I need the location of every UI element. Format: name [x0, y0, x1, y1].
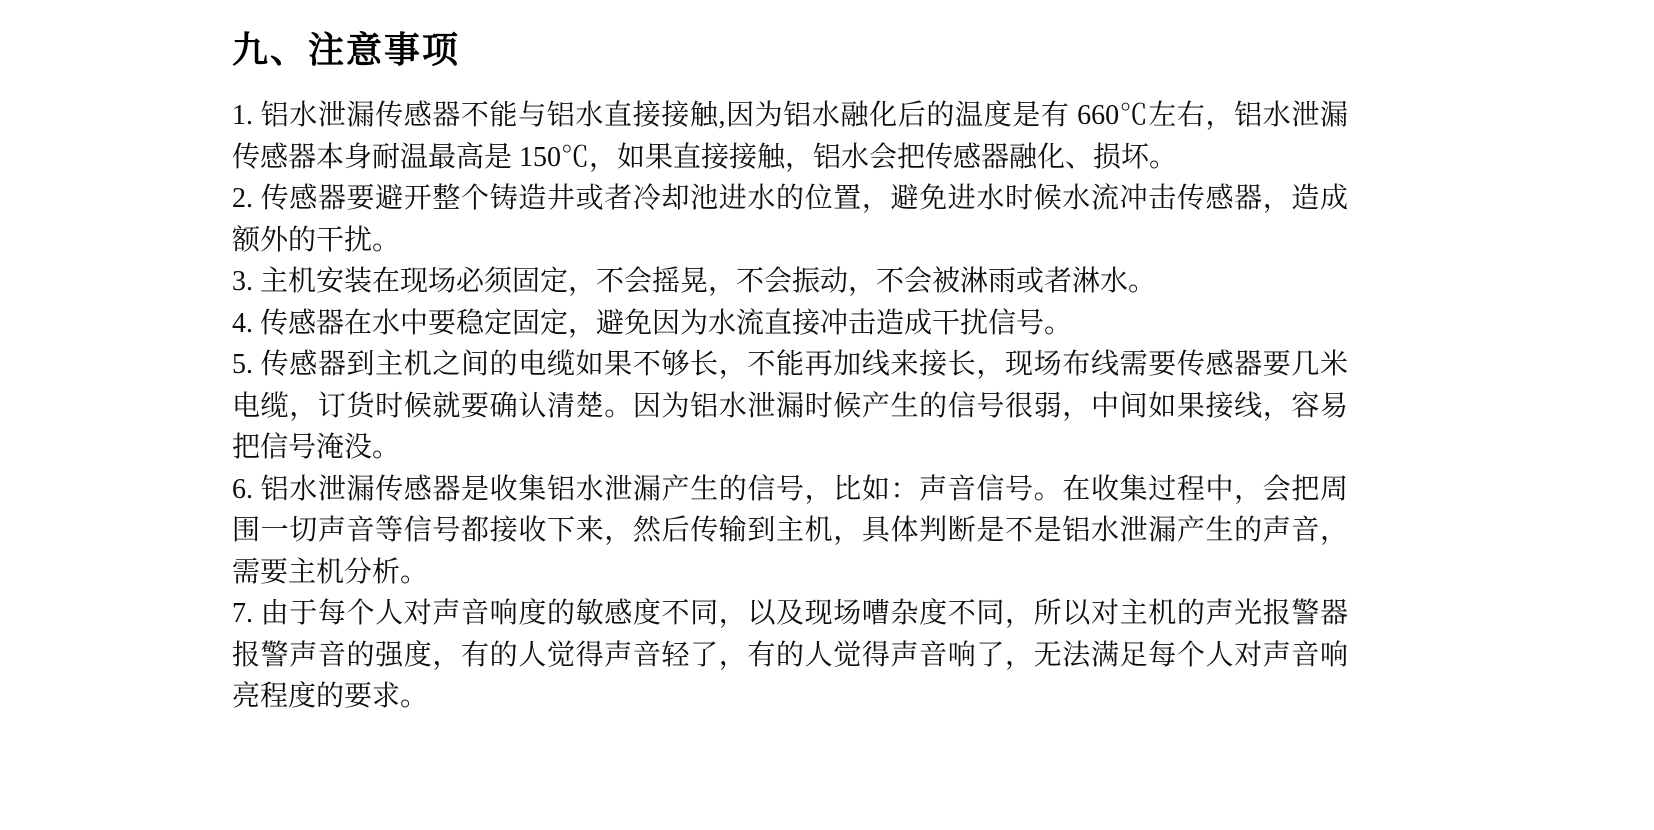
note-item-4: 4. 传感器在水中要稳定固定，避免因为水流直接冲击造成干扰信号。	[232, 307, 1073, 339]
section-heading: 九、注意事项	[232, 30, 461, 70]
document-content	[232, 30, 1348, 718]
note-item-3: 3. 主机安装在现场必须固定，不会摇晃，不会振动，不会被淋雨或者淋水。	[232, 266, 1157, 298]
notes-list	[232, 95, 1348, 718]
note-item-6: 6. 铝水泄漏传感器是收集铝水泄漏产生的信号，比如：声音信号。在收集过程中，会把周围一切声音等信号都接收下来，然后传输到主机，具体判断是不是铝水泄漏产生的声音，需要主机分析。	[232, 473, 1348, 588]
note-item-5: 5. 传感器到主机之间的电缆如果不够长，不能再加线来接长，现场布线需要传感器要几米电缆，订货时候就要确认清楚。因为铝水泄漏时候产生的信号很弱，中间如果接线，容易把信号淹没。	[232, 349, 1348, 464]
note-item-1: 1. 铝水泄漏传感器不能与铝水直接接触,因为铝水融化后的温度是有 660℃左右，铝水泄漏传感器本身耐温最高是 150℃，如果直接接触，铝水会把传感器融化、损坏。	[232, 100, 1348, 173]
note-item-7: 7. 由于每个人对声音响度的敏感度不同，以及现场嘈杂度不同，所以对主机的声光报警器报警声音的强度，有的人觉得声音轻了，有的人觉得声音响了，无法满足每个人对声音响亮程度的要求。	[232, 598, 1348, 713]
note-item-2: 2. 传感器要避开整个铸造井或者冷却池进水的位置，避免进水时候水流冲击传感器，造成额外的干扰。	[232, 183, 1348, 256]
